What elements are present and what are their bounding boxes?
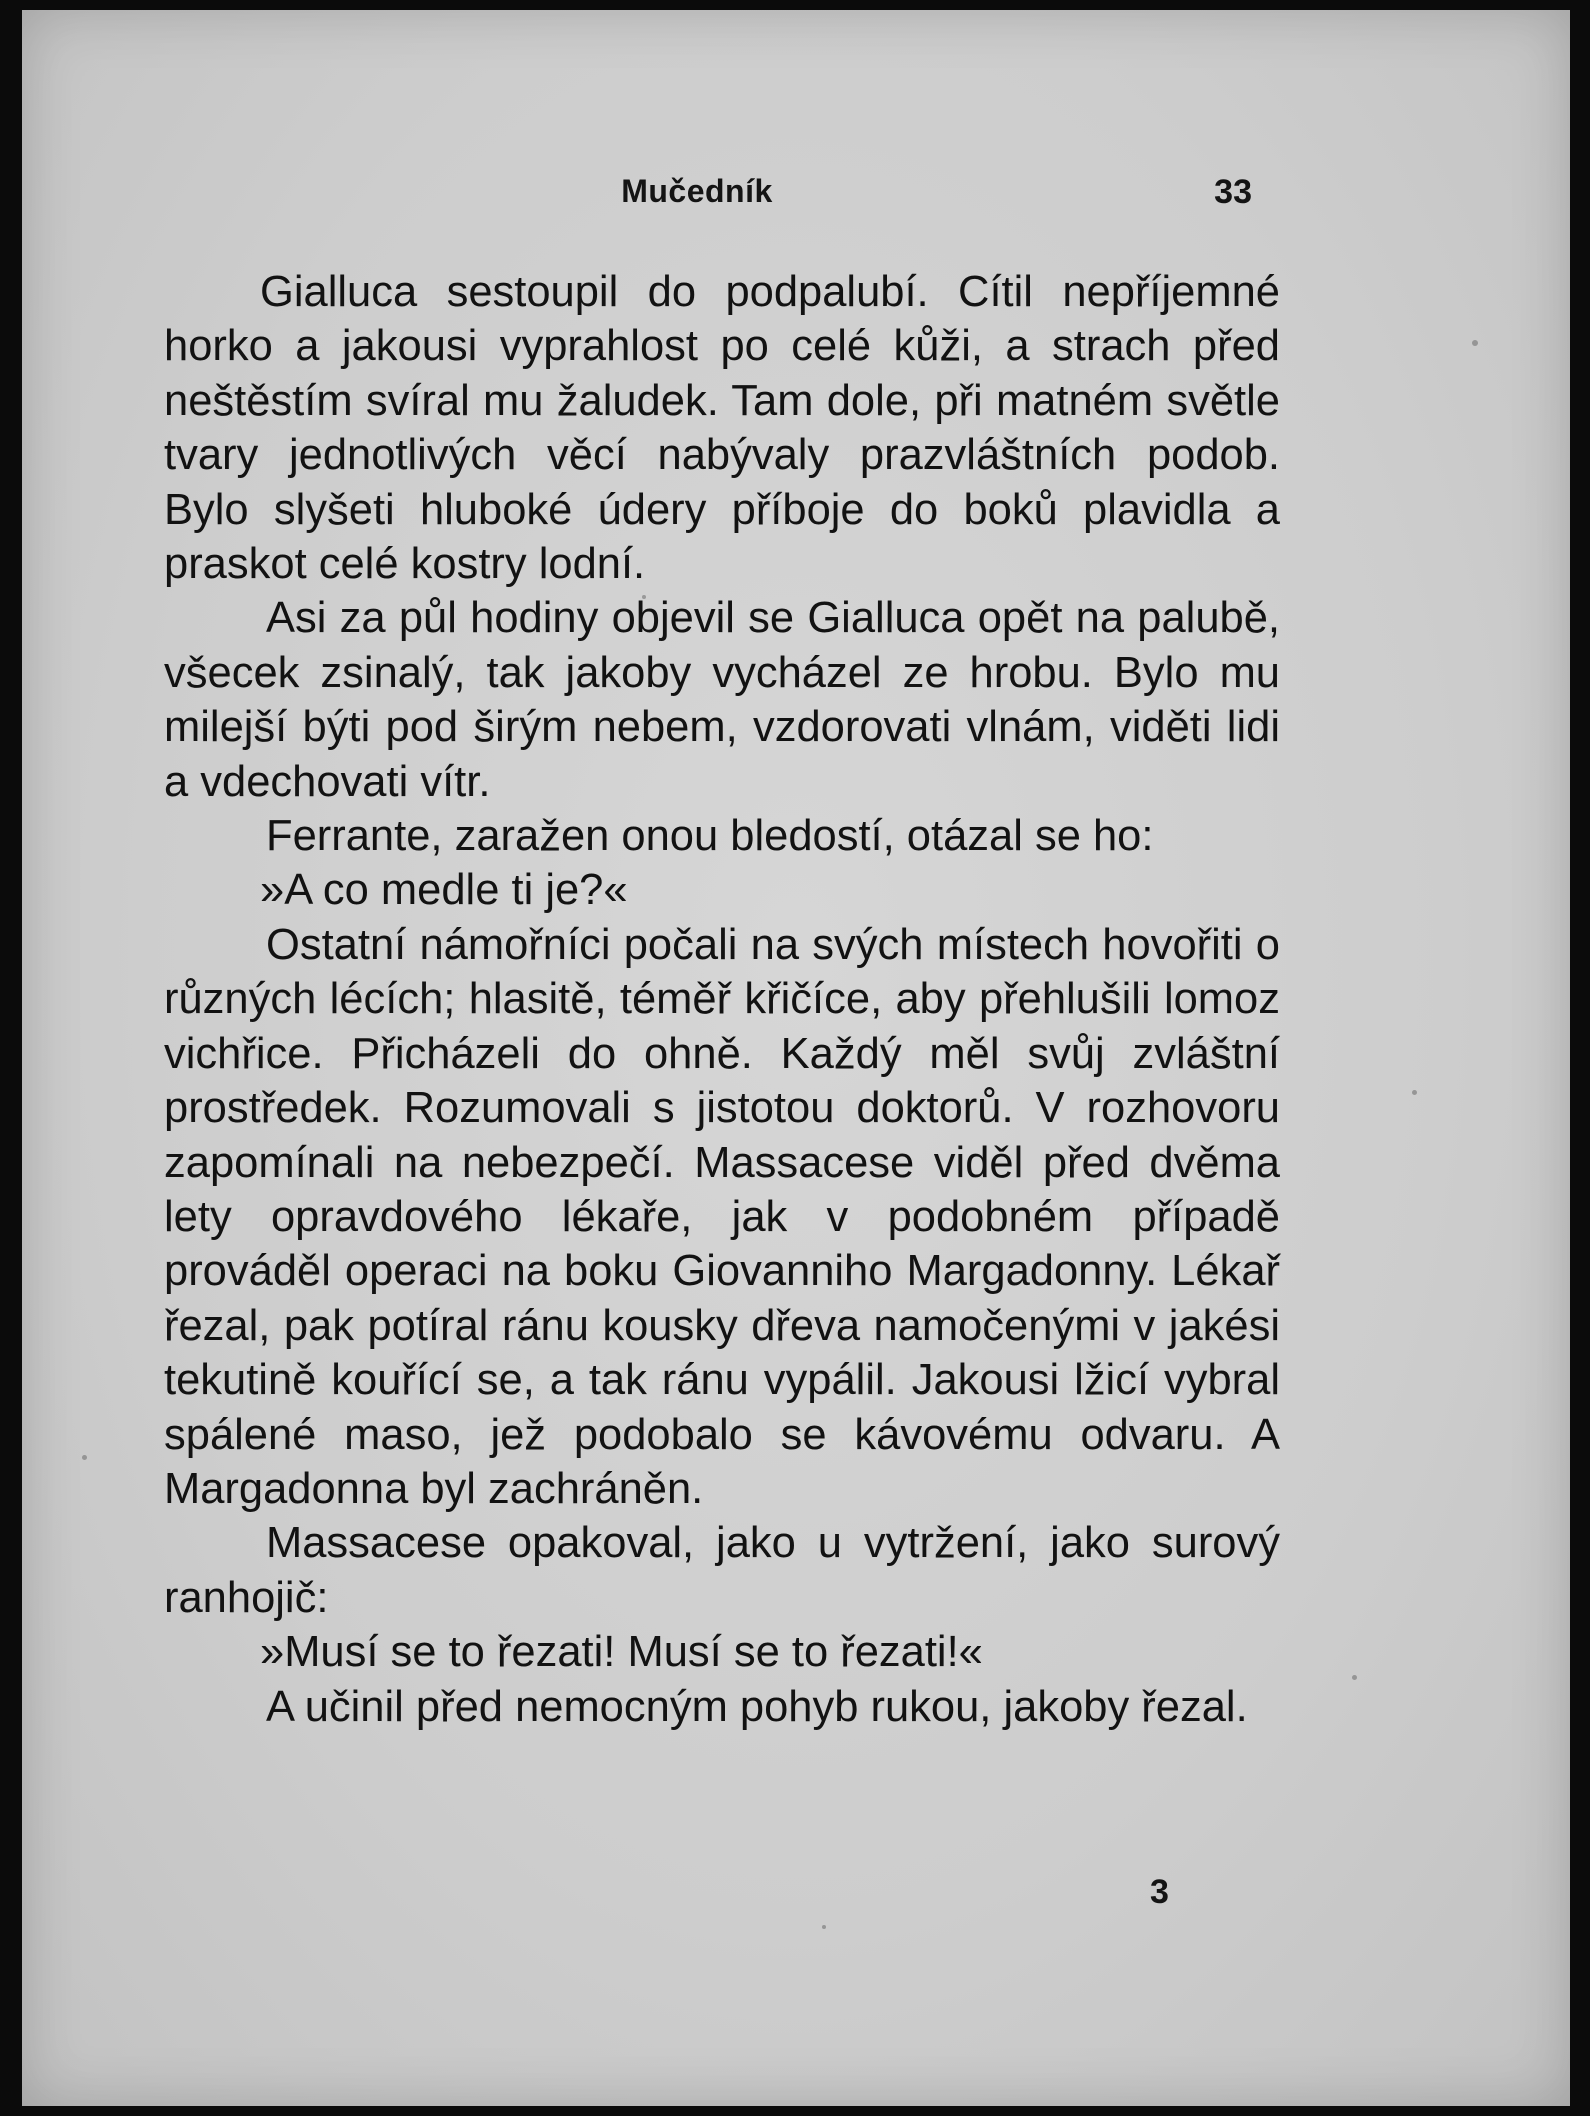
paragraph: Gialluca sestoupil do podpalubí. Cítil nepříjemné horko a jakousi vyprahlost po celé kůži, a strach před neštěstím svíral mu žaludek. Tam dole, při matném světle tvary jednotlivých věcí nabývaly prazvláštních podob. Bylo slyšeti hluboké údery příboje do boků plavidla a praskot celé kostry lodní.	[164, 268, 1280, 589]
paper-speck	[1352, 1675, 1357, 1680]
page-header	[142, 173, 1252, 223]
signature-mark: 3	[1150, 1873, 1169, 1911]
paragraph: Asi za půl hodiny objevil se Gialluca opět na palubě, všecek zsinalý, tak jakoby vycházel ze hrobu. Bylo mu milejší býti pod širým nebem, vzdorovati vlnám, viděti lidi a vdechovati vítr.	[164, 594, 1280, 806]
paper-speck	[1412, 1090, 1417, 1095]
paragraph: Ferrante, zaražen onou bledostí, otázal se ho:	[266, 812, 1154, 861]
paper-speck	[822, 1925, 826, 1929]
paragraph: Ostatní námořníci počali na svých místech hovořiti o různých lécích; hlasitě, téměř křičíce, aby přehlušili lomoz vichřice. Přicházeli do ohně. Každý měl svůj zvláštní prostředek. Rozumovali s jistotou doktorů. V rozhovoru zapomínali na nebezpečí. Massacese viděl před dvěma lety opravdového lékaře, jak v podobném případě prováděl operaci na boku Giovanniho Margadonny. Lékař řezal, pak potíral ránu kousky dřeva namočenými v jakési tekutině kouřící se, a tak ránu vypálil. Jakousi lžicí vybral spálené maso, jež podobalo se kávovému odvaru. A Margadonna byl zachráněn.	[164, 920, 1280, 1513]
body-text	[164, 265, 1280, 1734]
paragraph: A učinil před nemocným pohyb rukou, jakoby řezal.	[266, 1682, 1248, 1731]
paper-speck	[82, 1455, 87, 1460]
running-title: Mučedník	[621, 173, 773, 209]
quoted-line: »A co medle ti je?«	[260, 866, 628, 915]
paragraph: Massacese opakoval, jako u vytržení, jako surový ranhojič:	[164, 1519, 1280, 1622]
paper-speck	[1472, 340, 1478, 346]
book-page	[22, 10, 1570, 2106]
page-number: 33	[1214, 173, 1252, 211]
quoted-line: »Musí se to řezati! Musí se to řezati!«	[260, 1628, 983, 1677]
